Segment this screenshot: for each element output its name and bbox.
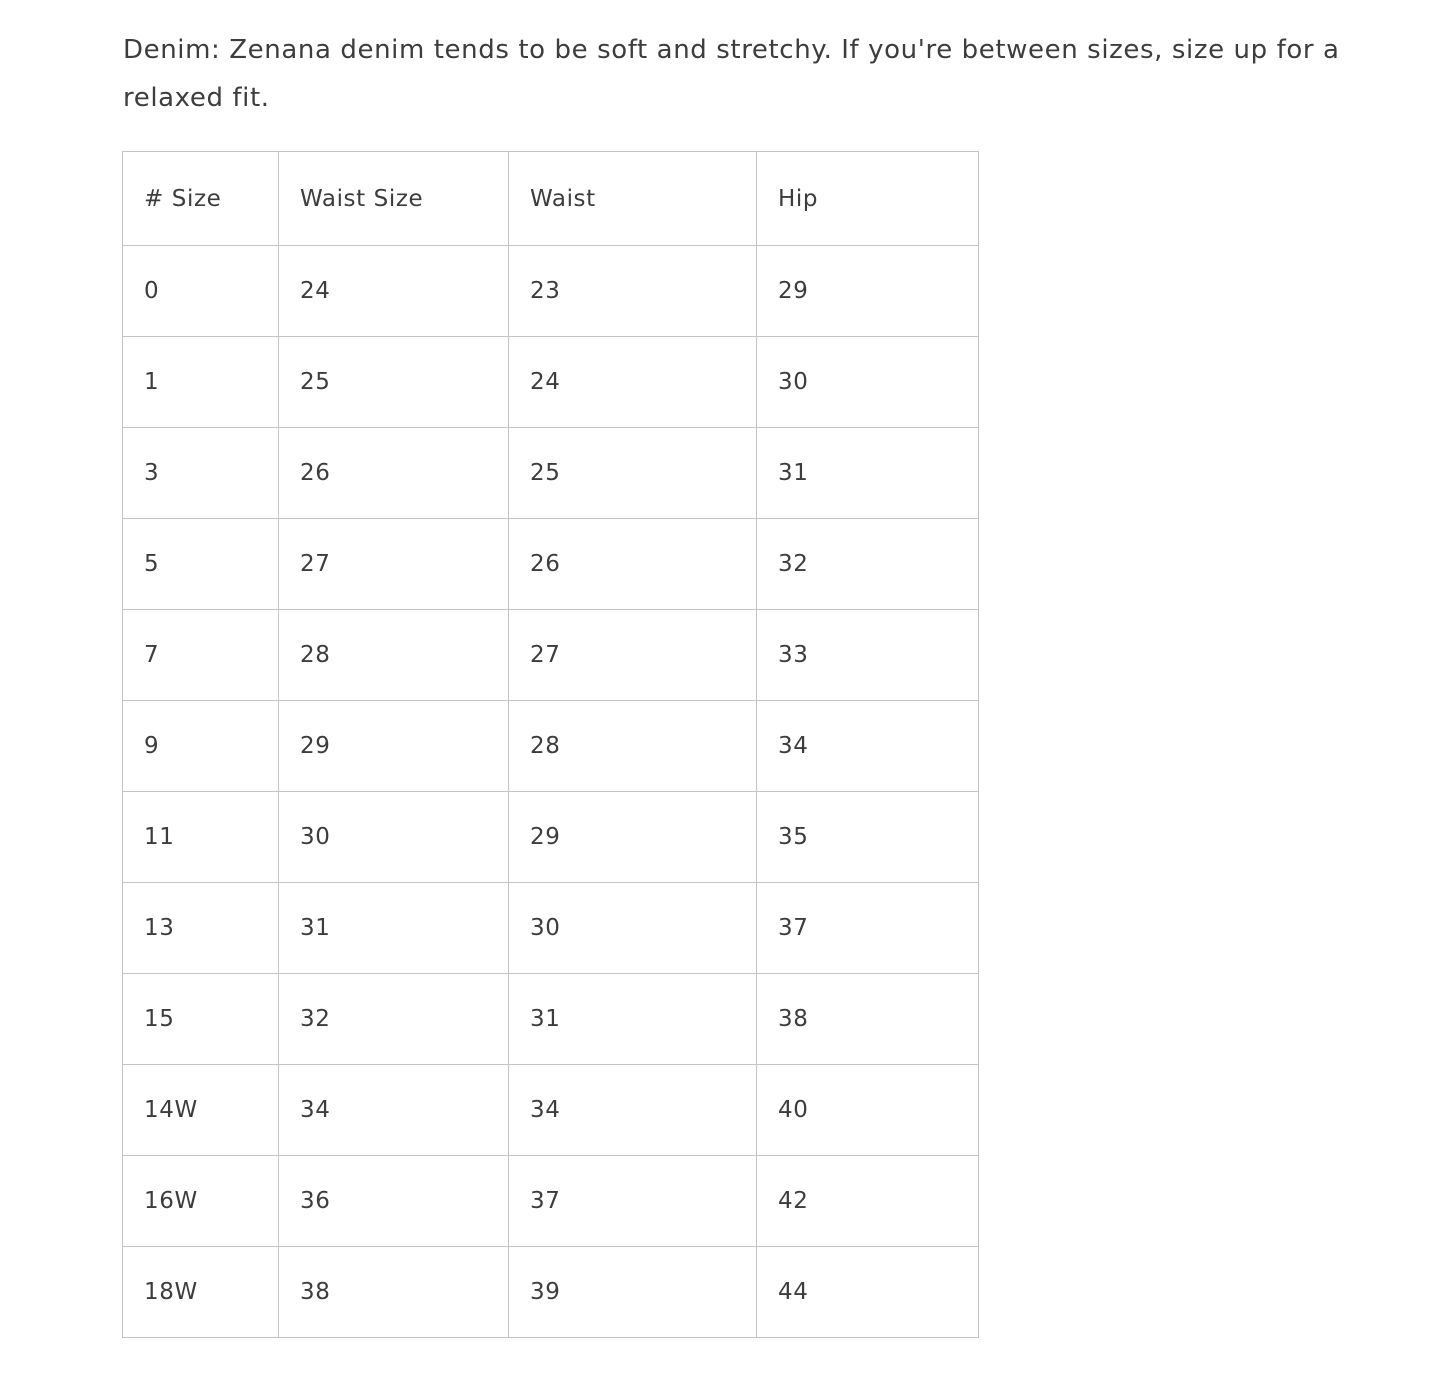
cell-hip: 40 <box>757 1065 979 1156</box>
cell-size: 9 <box>123 701 279 792</box>
cell-waist-size: 32 <box>279 974 509 1065</box>
table-row <box>123 1065 979 1156</box>
cell-waist-size: 38 <box>279 1247 509 1338</box>
cell-hip: 44 <box>757 1247 979 1338</box>
cell-waist-size: 27 <box>279 519 509 610</box>
table-row <box>123 1156 979 1247</box>
cell-waist: 34 <box>509 1065 757 1156</box>
cell-waist: 30 <box>509 883 757 974</box>
cell-size: 14W <box>123 1065 279 1156</box>
cell-waist: 24 <box>509 337 757 428</box>
table-header-row <box>123 152 979 246</box>
cell-waist: 23 <box>509 246 757 337</box>
header-waist: Waist <box>509 152 757 246</box>
cell-waist-size: 25 <box>279 337 509 428</box>
cell-hip: 33 <box>757 610 979 701</box>
table-row <box>123 1247 979 1338</box>
cell-waist-size: 36 <box>279 1156 509 1247</box>
cell-waist-size: 30 <box>279 792 509 883</box>
table-row <box>123 883 979 974</box>
cell-waist: 29 <box>509 792 757 883</box>
cell-hip: 29 <box>757 246 979 337</box>
cell-waist-size: 24 <box>279 246 509 337</box>
table-row <box>123 792 979 883</box>
table-row <box>123 246 979 337</box>
cell-size: 3 <box>123 428 279 519</box>
header-hip: Hip <box>757 152 979 246</box>
cell-hip: 35 <box>757 792 979 883</box>
cell-hip: 34 <box>757 701 979 792</box>
cell-size: 7 <box>123 610 279 701</box>
cell-waist-size: 31 <box>279 883 509 974</box>
cell-size: 11 <box>123 792 279 883</box>
cell-hip: 42 <box>757 1156 979 1247</box>
cell-size: 5 <box>123 519 279 610</box>
cell-size: 0 <box>123 246 279 337</box>
header-size: # Size <box>123 152 279 246</box>
cell-waist: 31 <box>509 974 757 1065</box>
cell-waist: 27 <box>509 610 757 701</box>
table-row <box>123 519 979 610</box>
cell-hip: 38 <box>757 974 979 1065</box>
header-waist-size: Waist Size <box>279 152 509 246</box>
cell-hip: 37 <box>757 883 979 974</box>
cell-hip: 32 <box>757 519 979 610</box>
cell-size: 15 <box>123 974 279 1065</box>
intro-text: Denim: Zenana denim tends to be soft and stretchy. If you're between sizes, size up for a relaxed fit. <box>123 35 1340 113</box>
cell-waist: 25 <box>509 428 757 519</box>
table-row <box>123 337 979 428</box>
cell-waist: 28 <box>509 701 757 792</box>
cell-size: 13 <box>123 883 279 974</box>
size-chart-table <box>122 151 979 1338</box>
cell-waist-size: 34 <box>279 1065 509 1156</box>
table-row <box>123 974 979 1065</box>
cell-waist: 26 <box>509 519 757 610</box>
cell-hip: 30 <box>757 337 979 428</box>
cell-waist-size: 26 <box>279 428 509 519</box>
cell-hip: 31 <box>757 428 979 519</box>
cell-waist-size: 29 <box>279 701 509 792</box>
cell-waist-size: 28 <box>279 610 509 701</box>
table-row <box>123 428 979 519</box>
table-row <box>123 610 979 701</box>
table-row <box>123 701 979 792</box>
cell-size: 16W <box>123 1156 279 1247</box>
cell-size: 18W <box>123 1247 279 1338</box>
cell-waist: 39 <box>509 1247 757 1338</box>
cell-waist: 37 <box>509 1156 757 1247</box>
cell-size: 1 <box>123 337 279 428</box>
